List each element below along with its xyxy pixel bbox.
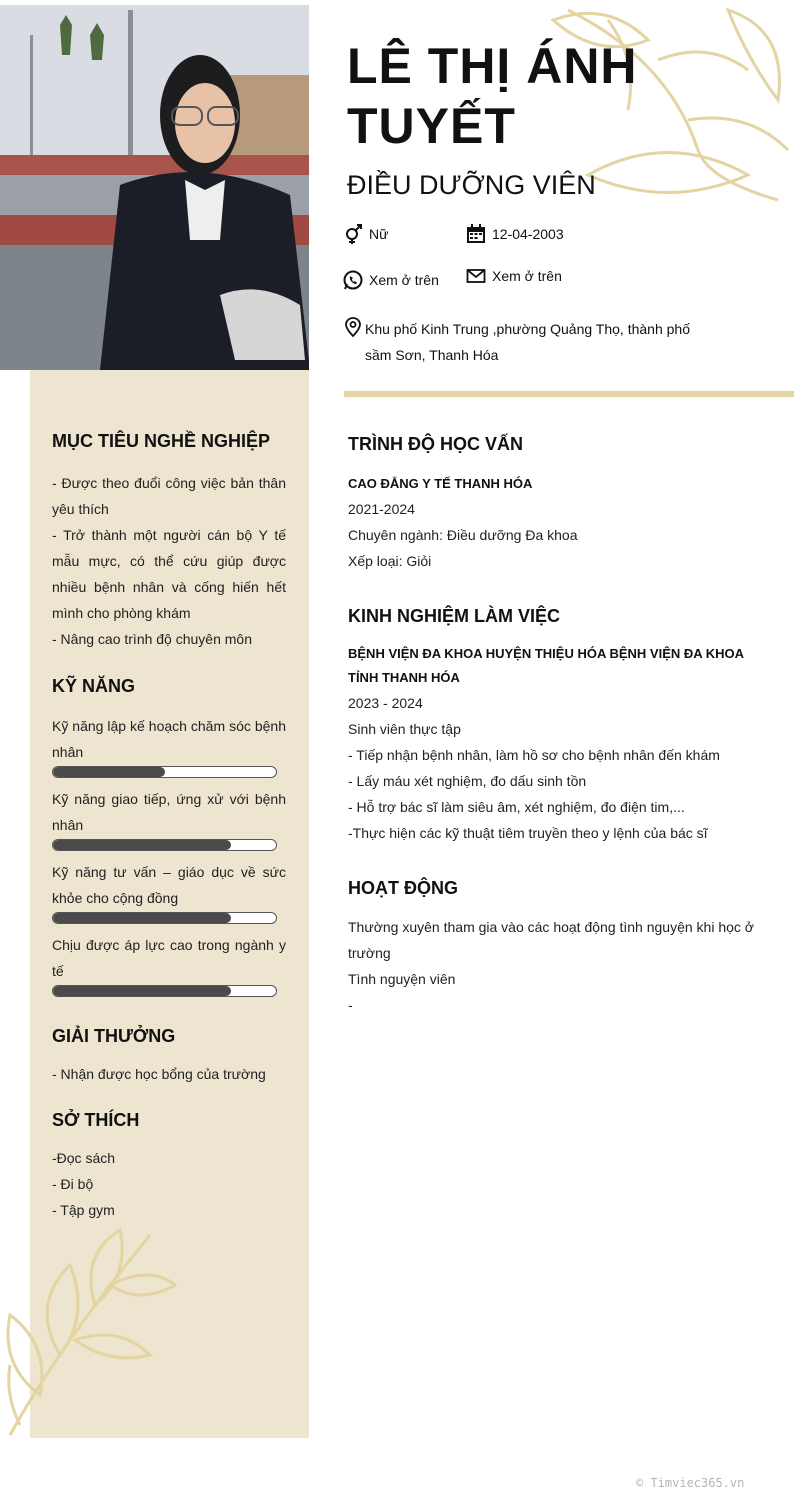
education-period: 2021-2024: [348, 501, 415, 517]
experience-company: BỆNH VIỆN ĐA KHOA HUYỆN THIỆU HÓA BỆNH VIỆN ĐA KHOA TỈNH THANH HÓA: [348, 646, 744, 685]
education-title: TRÌNH ĐỘ HỌC VẤN: [348, 434, 523, 454]
profile-photo: [0, 5, 309, 370]
experience-line: - Lấy máu xét nghiệm, đo dấu sinh tồn: [348, 773, 587, 789]
award-line: - Nhận được học bổng của trường: [52, 1066, 266, 1082]
skill-item: [52, 859, 286, 924]
skill-bar-fill: [53, 840, 231, 850]
hobby-line: -Đọc sách: [52, 1150, 116, 1166]
address-value: Khu phố Kinh Trung ,phường Quảng Thọ, thành phố sầm Sơn, Thanh Hóa: [365, 321, 690, 363]
skill-label: Kỹ năng tư vấn – giáo dục về sức khỏe cho cộng đồng: [52, 864, 286, 906]
calendar-icon: [466, 224, 486, 244]
experience-period: 2023 - 2024: [348, 695, 423, 711]
skill-item: [52, 786, 286, 851]
activity-line: Thường xuyên tham gia vào các hoạt động tình nguyện khi học ở trường: [348, 919, 754, 961]
skill-item: [52, 932, 286, 997]
email-row: [466, 266, 562, 286]
activity-line: -: [348, 997, 353, 1013]
header-divider: [344, 391, 794, 397]
gender-value: Nữ: [369, 226, 389, 242]
left-column: [52, 428, 286, 1223]
job-title: ĐIỀU DƯỠNG VIÊN: [347, 170, 596, 200]
email-value: Xem ở trên: [492, 268, 562, 284]
location-icon: [343, 317, 363, 337]
mail-icon: [466, 266, 486, 286]
skill-item: [52, 713, 286, 778]
hobby-line: - Tập gym: [52, 1202, 115, 1218]
gender-icon: [343, 224, 363, 244]
watermark: © Timviec365.vn: [636, 1476, 745, 1490]
skill-bar: [52, 766, 277, 778]
skill-bar-fill: [53, 767, 165, 777]
skill-label: Kỹ năng giao tiếp, ứng xử với bệnh nhân: [52, 791, 286, 833]
activity-line: Tình nguyện viên: [348, 971, 456, 987]
right-column: [348, 430, 768, 1018]
education-rank: Xếp loại: Giỏi: [348, 553, 432, 569]
skill-label: Chịu được áp lực cao trong ngành y tế: [52, 937, 286, 979]
birthday-row: [466, 224, 564, 244]
leaf-decoration-bottom: [0, 1225, 180, 1440]
skill-bar: [52, 839, 277, 851]
skill-label: Kỹ năng lập kế hoạch chăm sóc bệnh nhân: [52, 718, 286, 760]
activities-title: HOẠT ĐỘNG: [348, 878, 458, 898]
experience-role: Sinh viên thực tập: [348, 721, 461, 737]
phone-row: [343, 270, 439, 290]
awards-title: GIẢI THƯỞNG: [52, 1026, 176, 1046]
address-row: [343, 316, 693, 368]
skill-bar-fill: [53, 913, 231, 923]
experience-title: KINH NGHIỆM LÀM VIỆC: [348, 606, 561, 626]
skill-bar: [52, 985, 277, 997]
experience-line: - Tiếp nhận bệnh nhân, làm hồ sơ cho bệnh nhân đến khám: [348, 747, 720, 763]
education-major: Chuyên ngành: Điều dưỡng Đa khoa: [348, 527, 578, 543]
skill-bar-fill: [53, 986, 231, 996]
candidate-name: LÊ THỊ ÁNH TUYẾT: [347, 38, 638, 154]
experience-line: -Thực hiện các kỹ thuật tiêm truyền theo y lệnh của bác sĩ: [348, 825, 708, 841]
hobbies-title: SỞ THÍCH: [52, 1110, 140, 1130]
birthday-value: 12-04-2003: [492, 226, 564, 242]
skill-bar: [52, 912, 277, 924]
hobby-line: - Đi bộ: [52, 1176, 94, 1192]
objective-title: MỤC TIÊU NGHỀ NGHIỆP: [52, 431, 271, 451]
phone-value: Xem ở trên: [369, 272, 439, 288]
experience-line: - Hỗ trợ bác sĩ làm siêu âm, xét nghiệm, đo điện tim,...: [348, 799, 685, 815]
education-school: CAO ĐẲNG Y TẾ THANH HÓA: [348, 476, 533, 491]
gender-row: [343, 224, 388, 244]
phone-icon: [343, 270, 363, 290]
objective-line: - Được theo đuổi công việc bản thân yêu thích: [52, 475, 286, 517]
objective-line: - Nâng cao trình độ chuyên môn: [52, 631, 253, 647]
objective-line: - Trở thành một người cán bộ Y tế mẫu mực, có thể cứu giúp được nhiều bệnh nhân và cống hiến hết mình cho phòng khám: [52, 527, 286, 621]
skills-title: KỸ NĂNG: [52, 676, 136, 696]
